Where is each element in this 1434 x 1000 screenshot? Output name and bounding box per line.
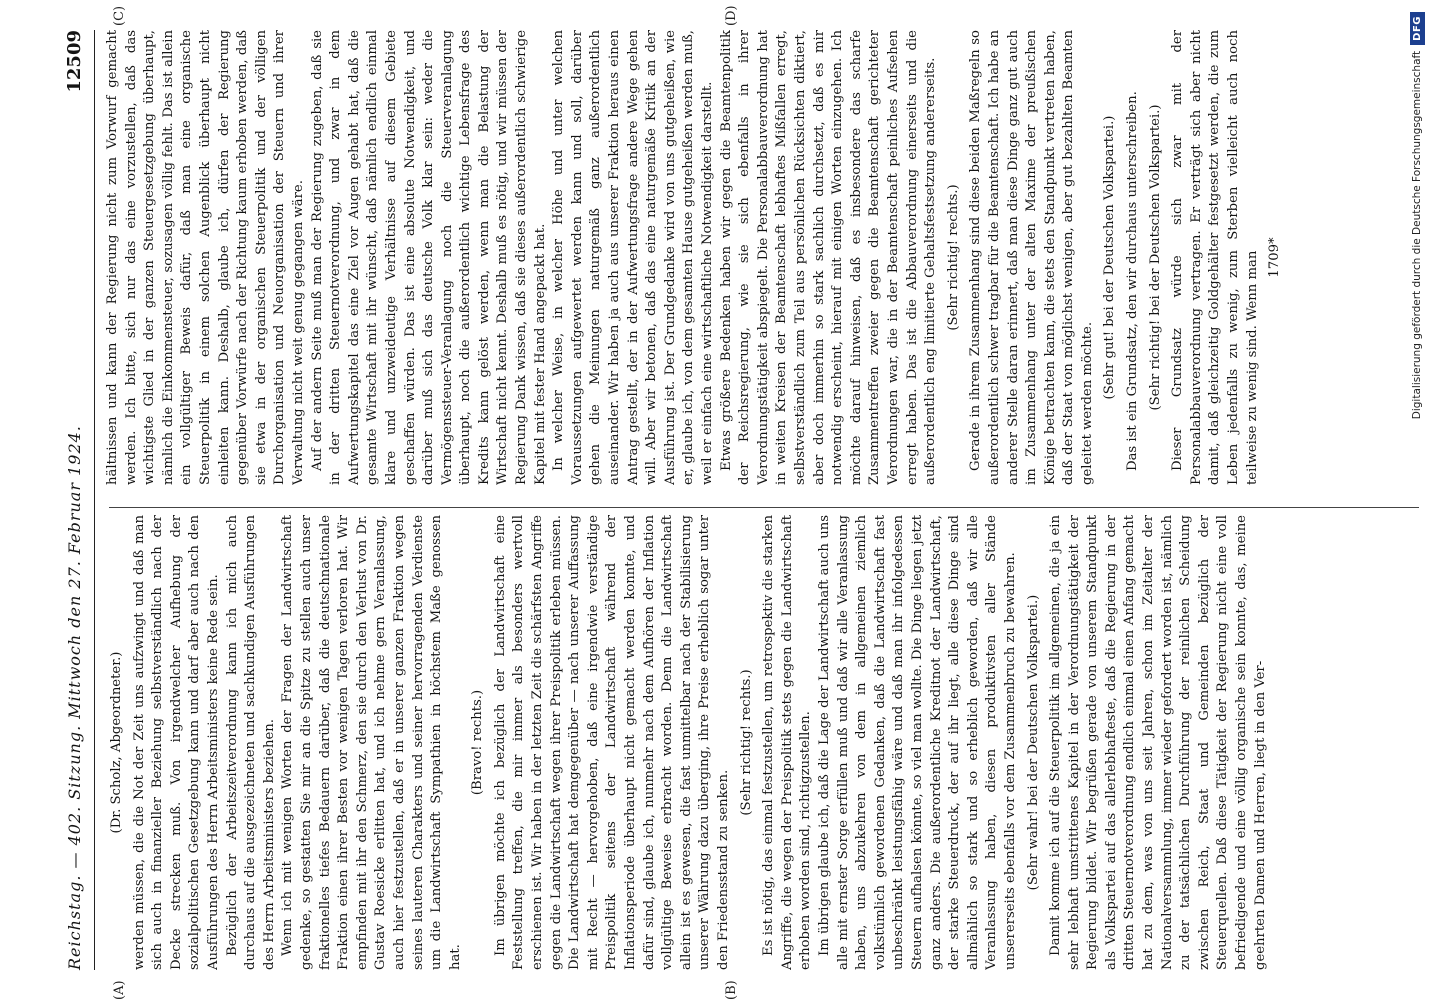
interjection: (Sehr gut! bei der Deutschen Volkspartei.) <box>1102 115 1118 400</box>
paragraph: Im übrigen möchte ich bezüglich der Landwirtschaft eine Feststellung treffen, die mir immer als besonders wertvoll erschienen ist. Wir haben in der letzten Zeit die schärfsten Angriffe gegen die Landwirtschaft wegen ihrer Preispolitik erleben müssen. Die Landwirtschaft hat demgegenüber — nach unserer Auffassung mit Recht — hervorgehoben, daß eine irgendwie verständige Preispolitik seitens der Landwirtschaft während der Inflationsperiode überhaupt nicht gemacht werden konnte, und dafür sind, glaube ich, nunmehr nach dem Aufhören der Inflation vollgültige Beweise erbracht worden. Denn die Landwirtschaft allein ist es gewesen, die fast unmittelbar nach der Stabilisierung unserer Währung dazu überging, ihre Preise erheblich sogar unter den Friedensstand zu senken. <box>492 515 731 970</box>
page-header <box>64 30 95 970</box>
credit-text: Digitalisierung gefördert durch die Deutsche Forschungsgemeinschaft <box>1411 50 1423 420</box>
paragraph: Gerade in ihrem Zusammenhang sind diese beiden Maßregeln so außerordentlich schwer tragbar für die Beamtenschaft. Ich habe an anderer Stelle daran erinnert, daß man diese Dinge ganz gut auch im Zusammenhang unter der alten Maxime der preußischen Könige betrachten kann, die stets den Standpunkt vertreten haben, daß der Staat von möglichst wenigen, aber gut bezahlten Beamten geleitet werden möchte. <box>968 30 1095 485</box>
paragraph: Dieser Grundsatz würde sich zwar mit der Personalabbauverordnung vertragen. Er verträgt sich aber nicht damit, daß gleichzeitig Goldgehälter festgesetzt werden, die zum Leben jedenfalls zu wenig, zum Sterben vielleicht auch noch teilweise zu wenig sind. Wenn man <box>1170 30 1260 485</box>
interjection: (Bravo! rechts.) <box>470 689 486 796</box>
paragraph: In welcher Weise, in welcher Höhe und unter welchen Voraussetzungen aufgewertet werden kann und soll, darüber gehen die Meinungen naturgemäß ganz außerordentlich auseinander. Wir haben ja auch aus unserer Fraktion heraus einen Antrag gestellt, der in der Aufwertungsfrage andere Wege gehen will. Aber wir betonen, daß das eine naturgemäße Kritik an der Ausführung ist. Der Grundgedanke wird von uns gutgeheißen, wie er, glaube ich, von dem gesamten Hause gutgeheißen werden muß, weil er einfach eine wirtschaftliche Notwendigkeit darstellt. <box>551 30 715 485</box>
page-number: 12509 <box>64 30 85 93</box>
paragraph: Das ist ein Grundsatz, den wir durchaus unterschreiben. <box>1125 91 1141 471</box>
margin-mark-b: (B) <box>724 980 739 1000</box>
margin-mark-a: (A) <box>112 980 127 1000</box>
speaker-label: (Dr. Scholz, Abgeordneter.) <box>109 651 124 834</box>
paragraph: Etwas größere Bedenken haben wir gegen die Beamtenpolitik der Reichsregierung, wie sie sich ebenfalls in ihrer Verordnungstätigkeit abspiegelt. Die Personalabbauverordnung hat in weiten Kreisen der Beamtenschaft lebhaftes Mißfallen erregt, selbstverständlich zum Teil aus persönlichen Rücksichten diktiert, aber doch immerhin so stark sachlich durchsetzt, daß es mir notwendig erscheint, hierauf mit einigen Worten einzugehen. Ich möchte darauf hinweisen, daß es insbesondere das scharfe Zusammentreffen zweier gegen die Beamtenschaft gerichteter Verordnungen war, die in der Beamtenschaft peinliches Aufsehen erregt haben. Das ist die Abbauverordnung einerseits und die außerordentlich eng limitierte Gehaltsfestsetzung andererseits. <box>718 30 939 485</box>
running-title: Reichstag. — 402. Sitzung. Mittwoch den 27. Februar 1924. <box>65 425 84 970</box>
interjection: (Sehr wahr! bei der Deutschen Volkspartei.) <box>1025 594 1041 891</box>
margin-mark-d: (D) <box>724 5 739 26</box>
paragraph: werden müssen, die die Not der Zeit uns aufzwingt und daß man sich auch in finanzieller Beziehung selbstverständlich nach der Decke strecken muß. Von irgendwelcher Aufhebung der sozialpolitischen Gesetzgebung kann und darf aber auch nach den Ausführungen des Herrn Arbeitsministers keine Rede sein. <box>131 515 221 970</box>
interjection: (Sehr richtig! rechts.) <box>738 669 754 816</box>
left-column <box>104 515 1424 970</box>
paragraph: Es ist nötig, das einmal festzustellen, um retrospektiv die starken Angriffe, die wegen der Preispolitik stets gegen die Landwirtschaft erhoben worden sind, richtigzustellen. <box>761 515 814 970</box>
paragraph: Bezüglich der Arbeitszeitverordnung kann ich mich auch durchaus auf die ausgezeichneten und sachkundigen Ausführungen des Herrn Arbeitsministers beziehen. <box>224 515 277 970</box>
dfg-logo: DFG <box>1410 12 1425 45</box>
paragraph: Im übrigen glaube ich, daß die Lage der Landwirtschaft auch uns alle mit ernster Sorge erfüllen muß und daß wir alle Veranlassung haben, uns abzukehren von dem in allgemeinen ziemlich volkstümlich gewordenen Gedanken, daß die Landwirtschaft fast unbeschränkt leistungsfähig wäre und daß man ihr infolgedessen Steuern aufhalsen könnte, so viel man wollte. Die Dinge liegen jetzt ganz anders. Die außerordentliche Kreditnot der Landwirtschaft, der starke Steuerdruck, der auf ihr liegt, alle diese Dinge sind allmählich so stark und so erheblich geworden, daß wir alle Veranlassung haben, diesen produktivsten aller Stände unsererseits ebenfalls vor dem Zusammenbruch zu bewahren. <box>816 515 1018 970</box>
margin-mark-c: (C) <box>112 5 127 26</box>
paragraph: Damit komme ich auf die Steuerpolitik im allgemeinen, die ja ein sehr lebhaft umstrittenes Kapitel in der Verordnungstätigkeit der Regierung bildet. Wir begrüßen gerade von unserem Standpunkt als Volkspartei auf das allerlebhafteste, daß die Regierung in der dritten Steuernotverordnung endlich einmal einen Anfang gemacht hat zu dem, was von uns seit Jahren, schon im Zeitalter der Nationalversammlung, immer wieder gefordert worden ist, nämlich zu der tatsächlichen Durchführung der reinlichen Scheidung zwischen Reich, Staat und Gemeinden bezüglich der Steuerquellen. Daß diese Tätigkeit der Regierung nicht eine voll befriedigende und eine völlig organische sein konnte, das, meine geehrten Damen und Herren, liegt in den Ver- <box>1048 515 1268 970</box>
right-column <box>104 30 1424 485</box>
interjection: (Sehr richtig! bei der Deutschen Volkspartei.) <box>1147 104 1163 411</box>
paragraph: Wenn ich mit wenigen Worten der Fragen der Landwirtschaft gedenke, so gestatten Sie mir an die Spitze zu stellen auch unser fraktionelles tiefes Bedauern darüber, daß die deutschnationale Fraktion einen ihrer Besten vor wenigen Tagen verloren hat. Wir empfinden mit ihr den Schmerz, den sie durch den Verlust von Dr. Gustav Roesicke erlitten hat, und ich nehme gern Veranlassung, auch hier festzustellen, daß er in unserer ganzen Fraktion wegen seines lauteren Charakters und seiner hervorragenden Verdienste um die Landwirtschaft Sympathien in höchstem Maße genossen hat. <box>280 515 463 970</box>
text-columns <box>104 30 1424 970</box>
paragraph: Auf der andern Seite muß man der Regierung zugeben, daß sie in der dritten Steuernotverordnung, und zwar in dem Aufwertungskapitel das eine Ziel vor Augen gehabt hat, daß die gesamte Wirtschaft mit ihr wünscht, daß nämlich endlich einmal klare und unzweideutige Verhältnisse auf diesem Gebiete geschaffen würden. Das ist eine absolute Notwendigkeit, und darüber muß sich das deutsche Volk klar sein: weder die Vermögenssteuer-Veranlagung noch die Steuerveranlagung überhaupt, noch die außerordentlich wichtige Lebensfrage des Kredits kann gelöst werden, wenn man die Belastung der Wirtschaft nicht kennt. Deshalb muß es nötig, und wir müssen der Regierung Dank wissen, daß sie dieses außerordentlich schwierige Kapitel mit fester Hand angepackt hat. <box>309 30 548 485</box>
sheet-number: 1709* <box>1267 237 1283 278</box>
interjection: (Sehr richtig! rechts.) <box>945 184 961 331</box>
paragraph: hältnissen und kann der Regierung nicht zum Vorwurf gemacht werden. Ich bitte, sich nur das eine vorzustellen, daß das wichtigste Glied in der ganzen Steuergesetzgebung überhaupt, nämlich die Einkommensteuer, sozusagen völlig fehlt. Das ist allein ein vollgültiger Beweis dafür, daß man eine organische Steuerpolitik in einem solchen Augenblick überhaupt nicht einleiten kann. Deshalb, glaube ich, dürfen der Regierung gegenüber Vorwürfe nach der Richtung kaum erhoben werden, daß sie etwa in der organischen Steuerpolitik und der völligen Durchorganisation und Neuorganisation der Steuern und ihrer Verwaltung nicht weit genug gegangen wäre. <box>105 30 306 485</box>
